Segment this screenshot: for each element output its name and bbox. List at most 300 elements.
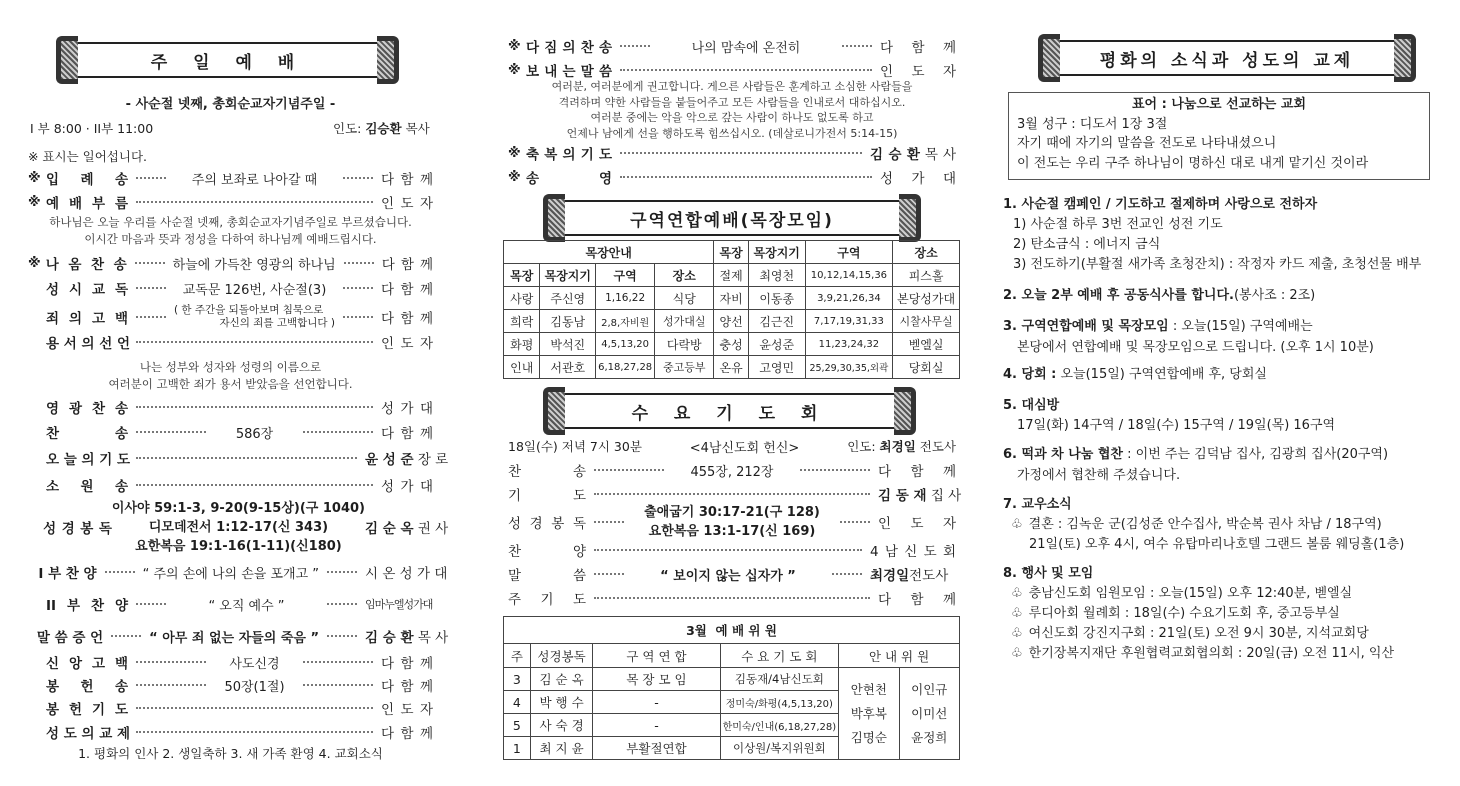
- call-message: [28, 214, 433, 247]
- news-detail: : 오늘(15일) 구역예배는: [1168, 319, 1313, 334]
- order-label: 나 옴 찬 송: [45, 257, 127, 273]
- table-cell: 당회실: [893, 356, 960, 379]
- order-label: 봉 헌 기 도: [46, 702, 128, 718]
- stand-mark: ※: [508, 62, 521, 78]
- table-cell: 이동종: [748, 287, 805, 310]
- table-cell: 충성: [714, 333, 749, 356]
- dot-leader: [800, 469, 870, 471]
- order-content: 하늘에 가득찬 영광의 하나님: [172, 257, 336, 273]
- message-line: 하나님은 오늘 우리를 사순절 넷째, 총회순교자기념주일로 부르셨습니다.: [49, 215, 412, 229]
- stand-mark: ※: [28, 170, 41, 186]
- table-cell: 절제: [714, 264, 749, 287]
- table-cell: 4,5,13,20: [596, 333, 655, 356]
- message-line: 나는 성부와 성자와 성령의 이름으로: [139, 360, 322, 374]
- order-role: 성 가 대: [880, 171, 956, 187]
- table-cell: 1,16,22: [596, 287, 655, 310]
- clover-icon: [1003, 515, 1404, 535]
- district-banner: [557, 200, 907, 236]
- order-label: 성 시 교 독: [46, 282, 128, 298]
- dot-leader: [303, 684, 373, 686]
- order-content: 나의 맘속에 온전히: [691, 40, 801, 56]
- dot-leader: [136, 684, 206, 686]
- order-row: [28, 651, 433, 673]
- table-cell: 한미숙/인내(6,18,27,28): [720, 714, 839, 737]
- dot-leader: [303, 661, 373, 663]
- order-role: 다 함 께: [381, 726, 433, 742]
- news-item: [1003, 316, 1374, 358]
- benediction-line: 여러분, 여러분에게 권고합니다. 게으른 사람들은 훈계하고 소심한 사람들을: [551, 80, 913, 93]
- usher-name: 이미선: [911, 705, 948, 721]
- column-header: 수 요 기 도 회: [720, 644, 839, 668]
- dot-leader: [343, 316, 373, 318]
- order-role: 다 함 께: [381, 311, 433, 327]
- wed-row: [508, 587, 956, 609]
- usher-name: 윤정희: [911, 729, 948, 745]
- dot-leader: [594, 521, 624, 523]
- table-row: [504, 310, 960, 333]
- news-detail: : 이번 주는 김덕남 집사, 김광희 집사(20구역): [1123, 447, 1389, 462]
- role-name: 김 승 환: [365, 630, 414, 646]
- motto-line: 이 전도는 우리 구주 하나님이 명하신 대로 내게 맡기신 것이라: [1017, 155, 1369, 171]
- dot-leader: [327, 635, 357, 637]
- news-banner: [1052, 40, 1402, 76]
- dot-leader: [620, 69, 872, 71]
- order-label: 보 내 는 말 씀: [526, 64, 612, 80]
- banner-ornament-icon: [1394, 34, 1416, 82]
- leader-name: 김승환: [365, 121, 402, 136]
- leader-name: 최경일: [879, 439, 916, 454]
- table-cell: 이상원/복지위원회: [720, 737, 839, 760]
- news-line: 17일(화) 14구역 / 18일(수) 15구역 / 19일(목) 16구역: [1017, 418, 1336, 433]
- table-cell: 11,23,24,32: [805, 333, 893, 356]
- benediction-line: 언제나 남에게 선을 행하도록 힘쓰십시오. (데살로니가전서 5:14-15): [566, 126, 898, 140]
- order-row: [28, 396, 433, 418]
- order-label: 예 배 부 름: [46, 196, 128, 212]
- ushers-column: [839, 668, 899, 760]
- table-cell: 목 장 모 임: [593, 668, 720, 691]
- dot-leader: [136, 661, 206, 663]
- table-cell: 3,9,21,26,34: [805, 287, 893, 310]
- banner-ornament-icon: [543, 194, 565, 242]
- table-cell: 2,8,자비원: [596, 310, 655, 333]
- table-cell: 사 숙 경: [530, 714, 593, 737]
- order-role: 인 도 자: [878, 516, 956, 532]
- order-role: 다 함 께: [381, 426, 433, 442]
- order-label: 신 앙 고 백: [46, 656, 128, 672]
- news-title: 5. 대심방: [1003, 398, 1060, 413]
- role-title: 목 사: [417, 630, 449, 646]
- dot-leader: [136, 603, 166, 605]
- role-title: 목 사: [924, 147, 956, 163]
- order-role: 다 함 께: [381, 656, 433, 672]
- dot-leader: [136, 406, 373, 408]
- table-cell: 3: [504, 668, 531, 691]
- dot-leader: [136, 177, 166, 179]
- order-content: “ 주의 손에 나의 손을 포개고 ”: [142, 566, 319, 582]
- order-label: 성 도 의 교 제: [46, 726, 131, 742]
- column-header: 목장: [714, 241, 749, 264]
- table-cell: 부활절연합: [593, 737, 720, 760]
- table-cell: 온유: [714, 356, 749, 379]
- table-cell: 화평: [504, 333, 540, 356]
- dot-leader: [832, 573, 862, 575]
- order-row: [508, 35, 956, 57]
- stand-mark: ※: [28, 255, 41, 271]
- wed-row: [508, 502, 956, 542]
- order-role: [365, 626, 449, 646]
- dot-leader: [327, 571, 357, 573]
- order-role: 다 함 께: [381, 172, 433, 188]
- order-row: [28, 447, 449, 469]
- district-table: [503, 240, 960, 379]
- servers-table: [503, 616, 960, 760]
- leader-title: 목사: [405, 121, 430, 136]
- dot-leader: [136, 201, 373, 203]
- order-label: 찬 송: [508, 464, 586, 480]
- column-header: 구역: [596, 264, 655, 287]
- order-label: 찬 송: [46, 426, 128, 442]
- dot-leader: [594, 493, 870, 495]
- banner-ornament-icon: [56, 36, 78, 84]
- order-row: [28, 593, 433, 615]
- news-title: 7. 교우소식: [1003, 497, 1072, 512]
- order-label: 죄 의 고 백: [46, 311, 128, 327]
- table-cell: 시찰사무실: [893, 310, 960, 333]
- news-item: [1003, 564, 1394, 664]
- service-leader: [333, 119, 430, 137]
- role-name: 최경일: [870, 568, 910, 584]
- column-header: 구역: [805, 241, 893, 264]
- leader-label: 인도:: [847, 439, 876, 454]
- order-label: 주 기 도: [508, 592, 586, 608]
- scripture-line: 이사야 59:1-3, 9-20(9-15상)(구 1040): [111, 500, 365, 516]
- news-line: 3) 전도하기(부활절 새가족 초청잔치) : 작정자 카드 제출, 초청선물 배부: [1013, 257, 1422, 272]
- banner-title: 주 일 예 배: [150, 52, 305, 73]
- stand-mark: ※: [508, 38, 521, 54]
- motto-box: [1008, 92, 1430, 180]
- dot-leader: [594, 469, 664, 471]
- order-role: 다 함 께: [381, 257, 433, 273]
- banner-ornament-icon: [1038, 34, 1060, 82]
- order-label: 다 짐 의 찬 송: [526, 40, 612, 56]
- motto-line: 3월 성구 : 디도서 1장 3절: [1017, 116, 1168, 132]
- table-group-header: 목장안내: [504, 241, 714, 264]
- table-title: 3월 예 배 위 원: [504, 617, 960, 644]
- leader-label: 인도:: [333, 121, 362, 136]
- news-line: 결혼 : 김녹운 군(김성준 안수집사, 박순복 권사 차남 / 18구역): [1028, 517, 1382, 532]
- order-row: [508, 59, 956, 81]
- banner-ornament-icon: [543, 387, 565, 435]
- wednesday-info: [508, 435, 956, 457]
- usher-name: 박후복: [850, 705, 887, 721]
- order-row: [508, 142, 956, 164]
- clover-icon: [1003, 624, 1394, 644]
- wednesday-leader: [847, 437, 956, 455]
- news-detail: (봉사조 : 2조): [1233, 288, 1316, 303]
- table-cell: 다락방: [655, 333, 714, 356]
- table-cell: 6,18,27,28: [596, 356, 655, 379]
- dot-leader: [594, 597, 870, 599]
- news-item: [1003, 365, 1267, 385]
- table-cell: 사랑: [504, 287, 540, 310]
- scripture-line: 출애굽기 30:17-21(구 128): [644, 505, 820, 520]
- table-cell: 주신영: [540, 287, 596, 310]
- dot-leader: [136, 341, 373, 343]
- clover-icon: [1003, 604, 1394, 624]
- table-cell: 김동남: [540, 310, 596, 333]
- content-line: 자신의 죄를 고백합니다 ): [219, 317, 335, 329]
- order-role: [878, 484, 962, 504]
- table-row: [504, 356, 960, 379]
- news-title: 1. 사순절 캠페인 / 기도하고 절제하며 사랑으로 전하자: [1003, 197, 1318, 212]
- order-row: [28, 474, 433, 496]
- usher-name: 김명순: [850, 729, 887, 745]
- dot-leader: [136, 316, 166, 318]
- order-label: 찬 양: [508, 544, 586, 560]
- dot-leader: [327, 603, 357, 605]
- table-cell: 서관호: [540, 356, 596, 379]
- role-title: 전도사: [909, 568, 949, 584]
- sermon-title: “ 보이지 않는 십자가 ”: [660, 568, 796, 584]
- table-cell: 최영천: [748, 264, 805, 287]
- news-line: 1) 사순절 하루 3번 전교인 성전 기도: [1013, 217, 1223, 232]
- wednesday-theme: <4남신도회 헌신>: [689, 440, 800, 456]
- table-cell: 중고등부: [655, 356, 714, 379]
- role-name: 김 동 재: [878, 488, 927, 504]
- order-row: [28, 252, 433, 274]
- table-cell: 피스홀: [893, 264, 960, 287]
- order-role: 다 함 께: [880, 40, 956, 56]
- order-label: 축 복 의 기 도: [526, 147, 612, 163]
- subtitle: - 사순절 넷째, 총회순교자기념주일 -: [125, 97, 336, 112]
- order-content: “ 오직 예수 ”: [208, 598, 285, 614]
- order-role: 성 가 대: [381, 479, 433, 495]
- column-header: 목장: [504, 264, 540, 287]
- order-role: 다 함 께: [878, 464, 956, 480]
- wed-row: [508, 539, 956, 561]
- dot-leader: [343, 287, 373, 289]
- order-row: [508, 166, 956, 188]
- order-role: [365, 448, 449, 468]
- table-cell: 인내: [504, 356, 540, 379]
- order-row: [28, 331, 433, 353]
- news-line: 본당에서 연합예배 및 목장모임으로 드립니다. (오후 1시 10분): [1017, 340, 1374, 355]
- wed-row: [508, 563, 956, 585]
- message-line: 이시간 마음과 뜻과 정성을 다하여 하나님께 예배드립시다.: [84, 231, 377, 246]
- banner-title: 평화의 소식과 성도의 교제: [1099, 50, 1355, 71]
- order-role: 인 도 자: [381, 336, 433, 352]
- role-name: 윤 성 준: [365, 452, 414, 468]
- column-header: 구 역 연 합: [593, 644, 720, 668]
- news-item: [1003, 286, 1315, 306]
- order-role: 다 함 께: [381, 282, 433, 298]
- news-title: 3. 구역연합예배 및 목장모임: [1003, 319, 1169, 334]
- news-line: 2) 탄소금식 : 에너지 금식: [1013, 237, 1161, 252]
- column-header: 장소: [655, 264, 714, 287]
- benediction-line: 격려하며 약한 사람들을 붙들어주고 모든 사람들을 인내로서 대하십시오.: [558, 95, 906, 109]
- order-row: [28, 421, 433, 443]
- table-cell: 25,29,30,35,외곽: [805, 356, 893, 379]
- dot-leader: [136, 484, 373, 486]
- news-line: 여신도회 강진지구회 : 21일(토) 오전 9시 30분, 지석교회당: [1028, 626, 1369, 641]
- order-role: 인 도 자: [381, 196, 433, 212]
- column-header: 목장지기: [540, 264, 596, 287]
- order-label: 입 례 송: [46, 172, 128, 188]
- table-cell: 1: [504, 737, 531, 760]
- leader-title: 전도사: [919, 439, 956, 454]
- order-label: 용 서 의 선 언: [46, 336, 131, 352]
- order-role: [365, 517, 449, 537]
- news-detail: 오늘(15일) 구역연합예배 후, 당회실: [1056, 367, 1267, 382]
- column-header: 안 내 위 원: [839, 644, 960, 668]
- dot-leader: [344, 262, 374, 264]
- order-row: [28, 697, 433, 719]
- order-label: 성 경 봉 독: [508, 516, 586, 532]
- order-row: [28, 625, 449, 647]
- news-item: [1003, 444, 1388, 486]
- news-item: [1003, 195, 1421, 275]
- role-title: 장 로: [417, 452, 449, 468]
- wed-row: [508, 459, 956, 481]
- order-label: 소 원 송: [46, 479, 128, 495]
- order-content: [174, 304, 335, 330]
- content-line: ( 한 주간을 되돌아보며 침묵으로: [174, 304, 324, 316]
- order-content: [112, 499, 365, 556]
- news-line: 충남신도회 임원모임 : 오늘(15일) 오후 12:40분, 벧엘실: [1028, 586, 1353, 601]
- table-cell: 김동재/4남신도회: [720, 668, 839, 691]
- order-label: 봉 헌 송: [46, 679, 128, 695]
- dot-leader: [303, 431, 373, 433]
- fellowship-list: 1. 평화의 인사 2. 생일축하 3. 새 가족 환영 4. 교회소식: [78, 746, 383, 761]
- column-header: 장소: [893, 241, 960, 264]
- order-role: 시 온 성 가 대: [365, 566, 448, 582]
- order-label: I 부 찬 양: [38, 566, 97, 582]
- message-line: 여러분이 고백한 죄가 용서 받았음을 선언합니다.: [108, 376, 353, 391]
- news-item: [1003, 495, 1404, 555]
- dot-leader: [136, 731, 373, 733]
- table-cell: 자비: [714, 287, 749, 310]
- order-role: 다 함 께: [381, 679, 433, 695]
- order-role: [870, 143, 956, 163]
- news-item: [1003, 396, 1335, 436]
- dot-leader: [620, 45, 650, 47]
- order-role: 성 가 대: [381, 401, 433, 417]
- news-title: 6. 떡과 차 나눔 협찬: [1003, 447, 1123, 462]
- table-cell: 고영민: [748, 356, 805, 379]
- order-label: 영 광 찬 송: [46, 401, 128, 417]
- scripture-line: 요한복음 13:1-17(신 169): [648, 524, 816, 539]
- clover-icon: [1003, 584, 1394, 604]
- standing-note: ※ 표시는 일어섭니다.: [28, 149, 147, 164]
- wednesday-banner: [557, 393, 902, 429]
- dot-leader: [105, 571, 135, 573]
- order-content: 사도신경: [229, 656, 280, 672]
- news-line: 한기장복지재단 후원협력교회협의회 : 20일(금) 오전 11시, 익산: [1028, 646, 1395, 661]
- role-name: 김 승 환: [870, 147, 920, 163]
- column-header: 목장지기: [748, 241, 805, 264]
- banner-title: 구역연합예배(목장모임): [630, 210, 834, 231]
- order-role: 임마누엘성가대: [365, 598, 433, 611]
- order-row: [28, 721, 433, 743]
- motto-line: 자기 때에 자기의 말씀을 전도로 나타내셨으니: [1017, 136, 1277, 151]
- table-cell: 성가대실: [655, 310, 714, 333]
- table-cell: 양선: [714, 310, 749, 333]
- order-role: 인 도 자: [880, 64, 956, 80]
- table-cell: 식당: [655, 287, 714, 310]
- table-cell: 7,17,19,31,33: [805, 310, 893, 333]
- order-label: 말 씀 증 언: [36, 630, 104, 646]
- order-content: 50장(1절): [224, 679, 285, 695]
- table-cell: 벧엘실: [893, 333, 960, 356]
- order-row: [28, 497, 449, 557]
- ushers-column: [899, 668, 959, 760]
- news-line: 21일(토) 오후 4시, 여수 유탑마리나호텔 그랜드 볼룸 웨딩홀(1층): [1029, 537, 1405, 552]
- stand-mark: ※: [508, 169, 521, 185]
- dot-leader: [136, 457, 357, 459]
- table-cell: 10,12,14,15,36: [805, 264, 893, 287]
- order-row: [28, 674, 433, 696]
- column-header: 주: [504, 644, 531, 668]
- order-row: [28, 167, 433, 189]
- table-cell: 김 순 옥: [530, 668, 593, 691]
- order-role: 4 남 신 도 회: [870, 544, 956, 560]
- service-times: I 부 8:00 · II부 11:00: [30, 121, 154, 136]
- dot-leader: [594, 549, 862, 551]
- order-label: 오 늘 의 기 도: [46, 452, 131, 468]
- table-cell: -: [593, 714, 720, 737]
- table-cell: 5: [504, 714, 531, 737]
- table-cell: 윤성준: [748, 333, 805, 356]
- order-content: [632, 503, 832, 541]
- dot-leader: [343, 177, 373, 179]
- order-row: [28, 304, 433, 330]
- order-content: 주의 보좌로 나아갈 때: [191, 172, 318, 188]
- role-name: 김 순 옥: [365, 521, 414, 537]
- table-cell: 박 행 수: [530, 691, 593, 714]
- role-title: 집 사: [930, 488, 962, 504]
- column-header: 성경봉독: [530, 644, 593, 668]
- table-cell: 희락: [504, 310, 540, 333]
- order-row: [28, 191, 433, 213]
- dot-leader: [136, 431, 206, 433]
- table-cell: 4: [504, 691, 531, 714]
- order-label: 송 영: [526, 171, 612, 187]
- banner-ornament-icon: [894, 387, 916, 435]
- role-title: 권 사: [417, 521, 449, 537]
- banner-ornament-icon: [899, 194, 921, 242]
- clover-icon: [1003, 644, 1394, 664]
- dot-leader: [840, 521, 870, 523]
- order-content: 교독문 126번, 사순절(3): [182, 282, 327, 298]
- table-cell: 박석진: [540, 333, 596, 356]
- sermon-title: “ 아무 죄 없는 자들의 죽음 ”: [149, 630, 319, 646]
- banner-title: 수 요 기 도 회: [631, 403, 828, 424]
- table-cell: 김근진: [748, 310, 805, 333]
- banner-ornament-icon: [377, 36, 399, 84]
- benediction-line: 여러분 중에는 악을 악으로 갚는 사람이 하나도 없도록 하고: [590, 111, 874, 124]
- news-title: 2. 오늘 2부 예배 후 공동식사를 합니다.: [1003, 288, 1234, 303]
- dot-leader: [620, 176, 872, 178]
- news-line: 가정에서 협찬해 주셨습니다.: [1017, 468, 1181, 483]
- usher-name: 이인규: [911, 681, 948, 697]
- table-cell: 정미숙/화평(4,5,13,20): [720, 691, 839, 714]
- order-row: [28, 277, 433, 299]
- dot-leader: [842, 45, 872, 47]
- table-cell: 최 지 윤: [530, 737, 593, 760]
- benediction-text: [508, 79, 956, 141]
- motto-title: 표어 : 나눔으로 선교하는 교회: [1132, 97, 1306, 112]
- order-content: 455장, 212장: [690, 464, 774, 480]
